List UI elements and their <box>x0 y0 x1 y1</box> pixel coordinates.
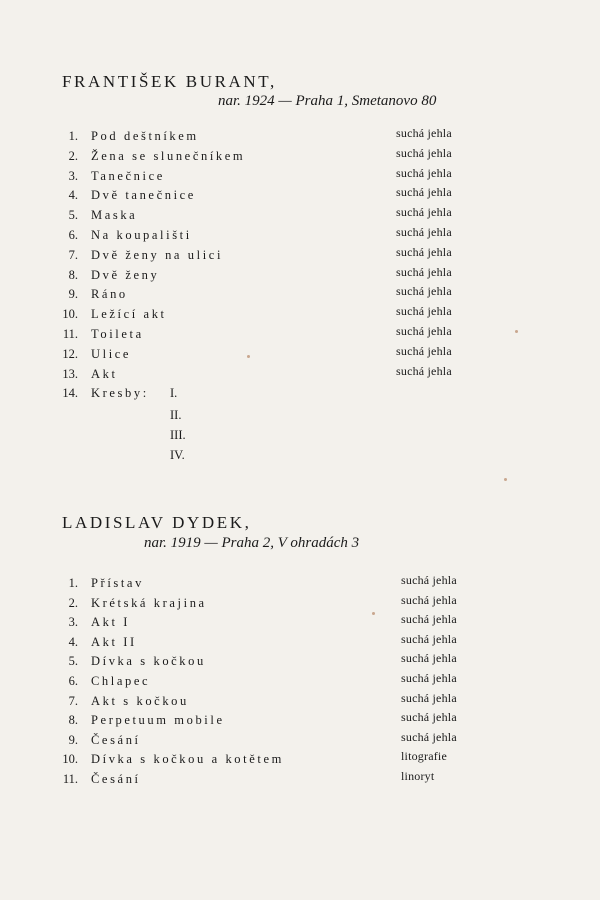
work-title: Maska <box>91 208 138 223</box>
item-number: 2. <box>68 595 78 610</box>
work-title: Dvě ženy na ulici <box>91 247 224 262</box>
list-item <box>56 652 516 670</box>
list-item <box>56 672 516 690</box>
work-technique: suchá jehla <box>396 165 452 180</box>
item-number: 3. <box>68 168 78 183</box>
list-item <box>56 692 516 710</box>
item-number: 6. <box>68 674 78 688</box>
work-title: Krétská krajina <box>91 595 207 610</box>
work-technique: suchá jehla <box>396 225 452 239</box>
list-item <box>56 266 516 284</box>
list-item: II. <box>170 408 182 422</box>
item-number: 5. <box>68 208 78 223</box>
work-technique: litografie <box>401 749 447 764</box>
work-title: Tanečnice <box>91 168 165 183</box>
work-title: Pod deštníkem <box>91 129 199 143</box>
list-item <box>56 384 516 402</box>
work-technique: suchá jehla <box>401 690 457 705</box>
item-number: 8. <box>68 713 78 728</box>
list-item <box>56 186 516 204</box>
item-number: 13. <box>62 366 78 381</box>
work-technique: suchá jehla <box>396 304 452 319</box>
artist-subtitle: nar. 1919 — Praha 2, V ohradách 3 <box>144 535 360 551</box>
artist-name: FRANTIŠEK BURANT, <box>62 72 277 91</box>
list-item: III. <box>170 428 186 442</box>
list-item <box>56 574 516 592</box>
list-item <box>56 365 516 383</box>
work-technique: suchá jehla <box>401 729 457 744</box>
item-number: 1. <box>68 576 78 590</box>
list-item <box>56 633 516 651</box>
work-technique: suchá jehla <box>401 651 457 666</box>
work-title: Na koupališti <box>91 228 192 242</box>
item-number: 3. <box>68 615 78 630</box>
work-title: Ležící akt <box>91 307 167 322</box>
work-title: Akt s kočkou <box>91 693 189 708</box>
work-technique: suchá jehla <box>396 126 452 140</box>
list-item <box>56 167 516 185</box>
work-title: Česání <box>91 772 141 786</box>
item-number: 4. <box>68 188 78 203</box>
item-number: 7. <box>68 247 78 262</box>
list-item <box>56 285 516 303</box>
list-item <box>56 750 516 768</box>
item-number: 12. <box>62 346 78 361</box>
paper-speck <box>515 330 518 333</box>
item-number: 14. <box>62 386 78 401</box>
item-number: 8. <box>68 267 78 282</box>
item-number: 5. <box>68 654 78 669</box>
work-title: Přístav <box>91 576 144 590</box>
item-number: 9. <box>68 732 78 747</box>
list-item: IV. <box>170 448 185 462</box>
list-item <box>56 206 516 224</box>
work-technique: suchá jehla <box>401 710 457 725</box>
work-title: Kresby: <box>91 386 149 401</box>
work-technique: suchá jehla <box>401 612 457 627</box>
list-item <box>56 345 516 363</box>
work-technique: suchá jehla <box>396 363 452 378</box>
work-title: Perpetuum mobile <box>91 713 225 728</box>
item-number: 2. <box>68 148 78 163</box>
work-technique: suchá jehla <box>396 205 452 220</box>
work-title: Ráno <box>91 287 128 302</box>
paper-speck <box>372 612 375 615</box>
list-item <box>56 246 516 264</box>
work-technique: suchá jehla <box>396 244 452 259</box>
list-item <box>56 613 516 631</box>
work-technique: suchá jehla <box>396 145 452 160</box>
work-technique: suchá jehla <box>396 343 452 358</box>
list-item <box>56 770 516 788</box>
item-number: 11. <box>62 772 78 786</box>
work-title: Dívka s kočkou a kotětem <box>91 752 284 767</box>
list-item <box>56 226 516 244</box>
work-technique: suchá jehla <box>401 671 457 685</box>
item-number: 10. <box>62 752 78 767</box>
list-item <box>56 147 516 165</box>
list-item <box>56 594 516 612</box>
work-technique: suchá jehla <box>396 185 452 200</box>
paper-speck <box>504 478 507 481</box>
list-item <box>56 325 516 343</box>
work-title: Dívka s kočkou <box>91 654 206 669</box>
work-title: Česání <box>91 732 141 747</box>
item-number: 1. <box>68 129 78 143</box>
list-item <box>56 711 516 729</box>
item-number: 7. <box>68 693 78 708</box>
paper-speck <box>247 355 250 358</box>
list-item: I. <box>170 386 178 401</box>
work-title: Dvě tanečnice <box>91 188 196 203</box>
work-technique: suchá jehla <box>396 264 452 279</box>
work-technique: suchá jehla <box>401 631 457 646</box>
list-item <box>56 731 516 749</box>
work-title: Akt I <box>91 615 131 630</box>
list-item <box>56 127 516 145</box>
work-title: Dvě ženy <box>91 267 160 282</box>
list-item <box>56 305 516 323</box>
item-number: 11. <box>62 327 78 341</box>
item-number: 9. <box>68 287 78 302</box>
work-technique: suchá jehla <box>401 592 457 607</box>
work-technique: suchá jehla <box>396 284 452 299</box>
work-title: Chlapec <box>91 674 151 688</box>
work-technique: linoryt <box>401 769 435 783</box>
item-number: 10. <box>62 307 78 322</box>
work-title: Akt II <box>91 634 137 649</box>
item-number: 6. <box>68 228 78 242</box>
artist-subtitle: nar. 1924 — Praha 1, Smetanovo 80 <box>218 93 437 109</box>
item-number: 4. <box>68 634 78 649</box>
work-title: Ulice <box>91 346 132 361</box>
work-technique: suchá jehla <box>396 324 452 338</box>
work-title: Akt <box>91 366 118 381</box>
artist-name: LADISLAV DYDEK, <box>62 513 252 532</box>
work-title: Toileta <box>91 327 144 341</box>
work-title: Žena se slunečníkem <box>91 148 246 163</box>
work-technique: suchá jehla <box>401 573 457 587</box>
